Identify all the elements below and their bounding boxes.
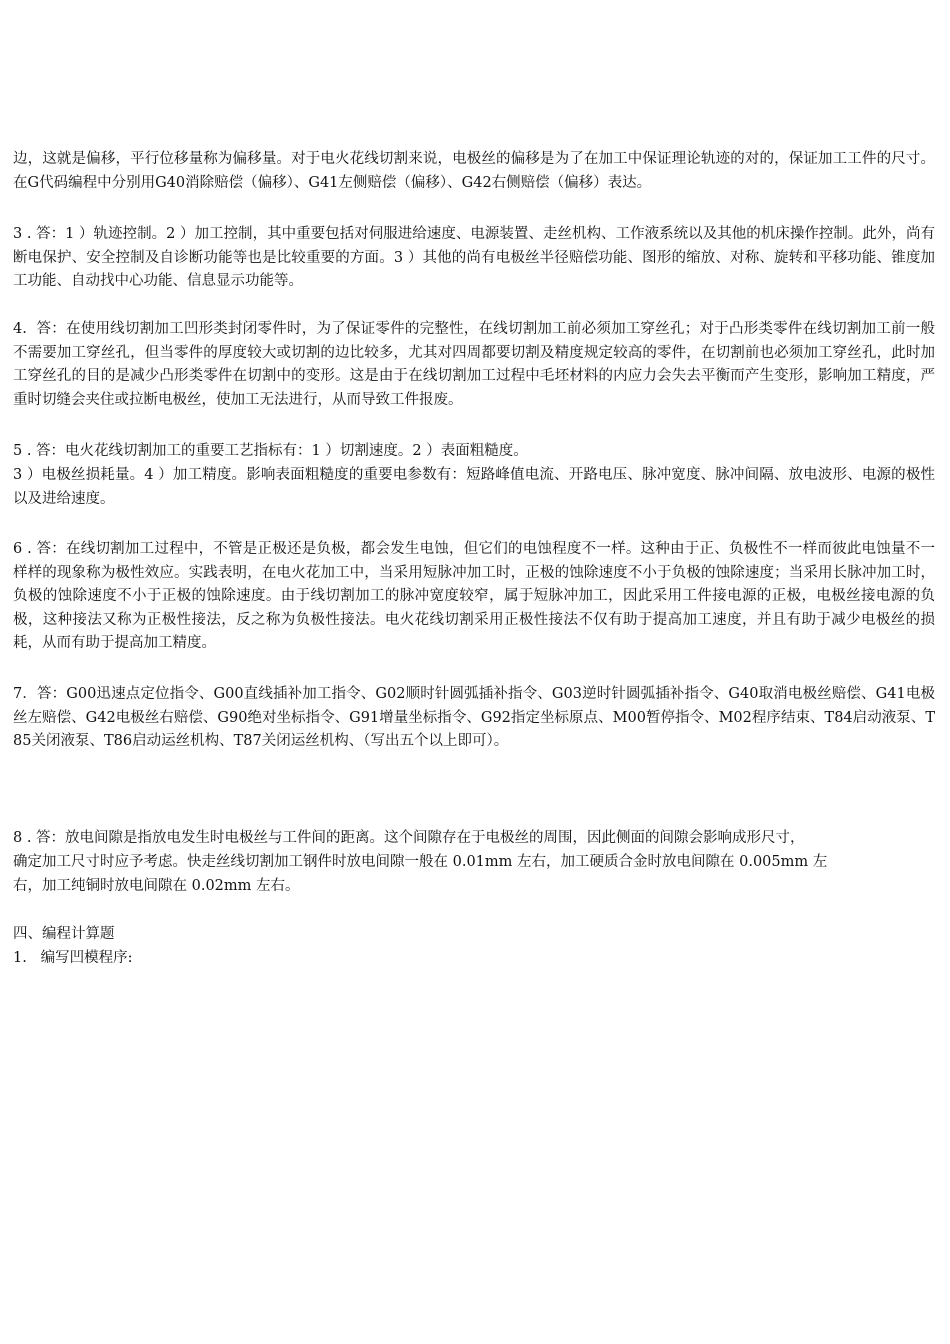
- answer-7-paragraph: 7．答：G00迅速点定位指令、G00直线插补加工指令、G02顺时针圆弧插补指令、G03逆时针圆弧插补指令、G40取消电极丝赔偿、G41电极丝左赔偿、G42电极丝右赔偿、G90绝对坐标指令、G91增量坐标指令、G92指定坐标原点、M00暂停指令、M02程序结束、T84启动液泵、T85关闭液泵、T86启动运丝机构、T87关闭运丝机构、（写出五个以上即可）。: [13, 686, 935, 749]
- answer-4-paragraph: 4. 答：在使用线切割加工凹形类封闭零件时，为了保证零件的完整性，在线切割加工前必须加工穿丝孔；对于凸形类零件在线切割加工前一般不需要加工穿丝孔，但当零件的厚度较大或切割的边比较多，尤其对四周都要切割及精度规定较高的零件，在切割前也必须加工穿丝孔，此时加工穿丝孔的目的是减少凸形类零件在切割中的变形。这是由于在线切割加工过程中毛坯材料的内应力会失去平衡而产生变形，影响加工精度，严重时切缝会夹住或拉断电极丝，使加工无法进行，从而导致工件报废。: [13, 321, 935, 408]
- answer-8-line-3: 右，加工纯铜时放电间隙在 0.02mm 左右。: [13, 878, 300, 894]
- section-heading: 四、编程计算题: [13, 926, 115, 942]
- answer-5-first-line: 5 . 答：电火花线切割加工的重要工艺指标有：1 ）切割速度。2 ）表面粗糙度。: [13, 443, 528, 459]
- paragraph-offset-continuation: 边，这就是偏移，平行位移量称为偏移量。对于电火花线切割来说，电极丝的偏移是为了在加工中保证理论轨迹的对的，保证加工工件的尺寸。在G代码编程中分别用G40消除赔偿（偏移）、G41左侧赔偿（偏移）、G42右侧赔偿（偏移）表达。: [13, 151, 935, 191]
- section-item-1: 1. 编写凹模程序:: [13, 950, 133, 966]
- answer-8-line-2: 确定加工尺寸时应予考虑。快走丝线切割加工钢件时放电间隙一般在 0.01mm 左右，加工硬质合金时放电间隙在 0.005mm 左: [13, 854, 828, 870]
- answer-5-paragraph: 3 ）电极丝损耗量。4 ）加工精度。影响表面粗糙度的重要电参数有：短路峰值电流、开路电压、脉冲宽度、脉冲间隔、放电波形、电源的极性以及进给速度。: [13, 467, 935, 507]
- answer-3-paragraph: 3 . 答：1 ）轨迹控制。2 ）加工控制，其中重要包括对伺服进给速度、电源装置、走丝机构、工作液系统以及其他的机床操作控制。此外，尚有断电保护、安全控制及自诊断功能等也是比较重要的方面。3 ）其他的尚有电极丝半径赔偿功能、图形的缩放、对称、旋转和平移功能、锥度加工功能、自动找中心功能、信息显示功能等。: [13, 226, 935, 289]
- answer-8-line-1: 8 . 答：放电间隙是指放电发生时电极丝与工件间的距离。这个间隙存在于电极丝的周围，因此侧面的间隙会影响成形尺寸，: [13, 830, 805, 846]
- answer-6-paragraph: 6 . 答：在线切割加工过程中，不管是正极还是负极，都会发生电蚀，但它们的电蚀程度不一样。这种由于正、负极性不一样而彼此电蚀量不一样样的现象称为极性效应。实践表明，在电火花加工中，当采用短脉冲加工时，正极的蚀除速度不小于负极的蚀除速度；当采用长脉冲加工时，负极的蚀除速度不小于正极的蚀除速度。由于线切割加工的脉冲宽度较窄，属于短脉冲加工，因此采用工件接电源的正极，电极丝接电源的负极，这种接法又称为正极性接法，反之称为负极性接法。电火花线切割采用正极性接法不仅有助于提高加工速度，并且有助于减少电极丝的损耗，从而有助于提高加工精度。: [13, 541, 935, 651]
